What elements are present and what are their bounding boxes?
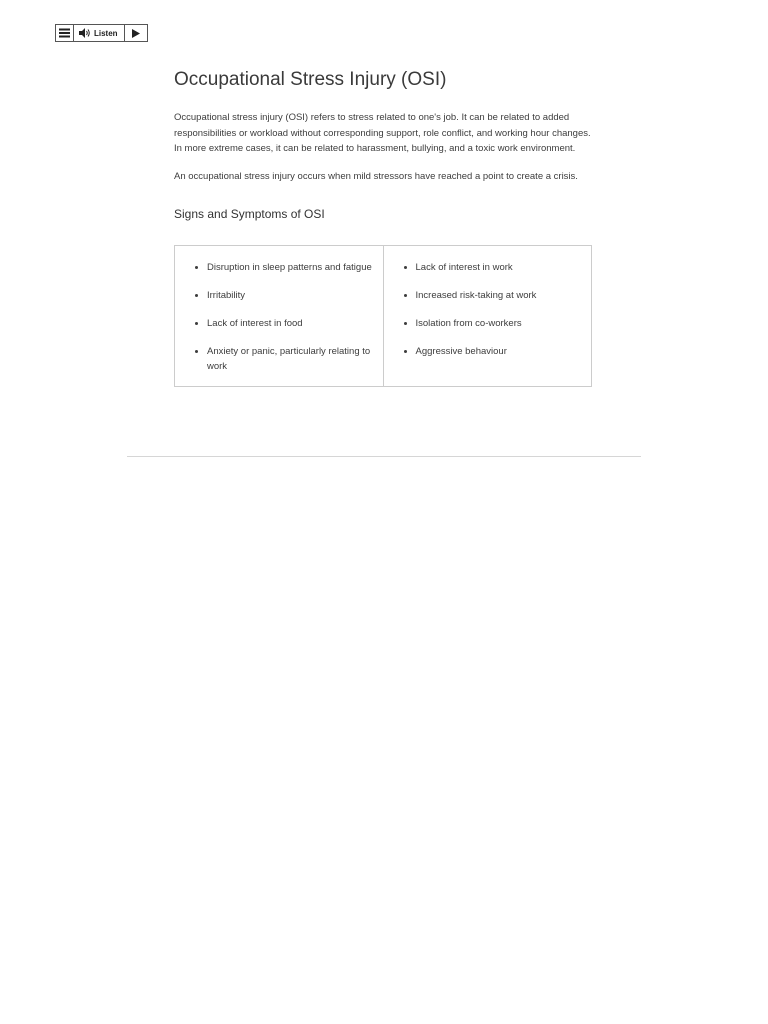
symptoms-column-left xyxy=(175,246,383,386)
play-icon xyxy=(132,29,140,38)
list-item: • Disruption in sleep patterns and fatigue xyxy=(207,260,373,275)
play-button[interactable] xyxy=(125,25,147,41)
list-item: • Isolation from co-workers xyxy=(416,316,582,331)
symptoms-list-right xyxy=(402,260,582,359)
list-item: • Irritability xyxy=(207,288,373,303)
menu-lines-icon xyxy=(59,28,70,38)
section-divider xyxy=(127,456,641,457)
intro-paragraph: Occupational stress injury (OSI) refers to stress related to one's job. It can be related to added responsibilities or workload without corresponding support, role conflict, and working hour changes. In more extreme cases, it can be related to harassment, bullying, and a toxic work environment. xyxy=(174,112,591,154)
list-item: • Lack of interest in work xyxy=(416,260,582,275)
list-item: • Anxiety or panic, particularly relating to work xyxy=(207,344,373,374)
toolbar-menu-button[interactable] xyxy=(56,25,74,41)
crisis-paragraph: An occupational stress injury occurs when mild stressors have reached a point to create a crisis. xyxy=(174,170,578,182)
symptoms-heading: Signs and Symptoms of OSI xyxy=(174,207,325,221)
list-item: • Aggressive behaviour xyxy=(416,344,582,359)
speaker-icon xyxy=(79,28,91,38)
symptoms-list-left xyxy=(193,260,373,374)
listen-toolbar xyxy=(55,24,148,42)
list-item: • Increased risk-taking at work xyxy=(416,288,582,303)
list-item: • Lack of interest in food xyxy=(207,316,373,331)
symptoms-column-right xyxy=(383,246,592,386)
listen-label: Listen xyxy=(94,28,118,38)
listen-button[interactable] xyxy=(74,25,125,41)
page-title: Occupational Stress Injury (OSI) xyxy=(174,69,447,90)
article-content xyxy=(174,66,594,387)
symptoms-table xyxy=(174,245,592,387)
